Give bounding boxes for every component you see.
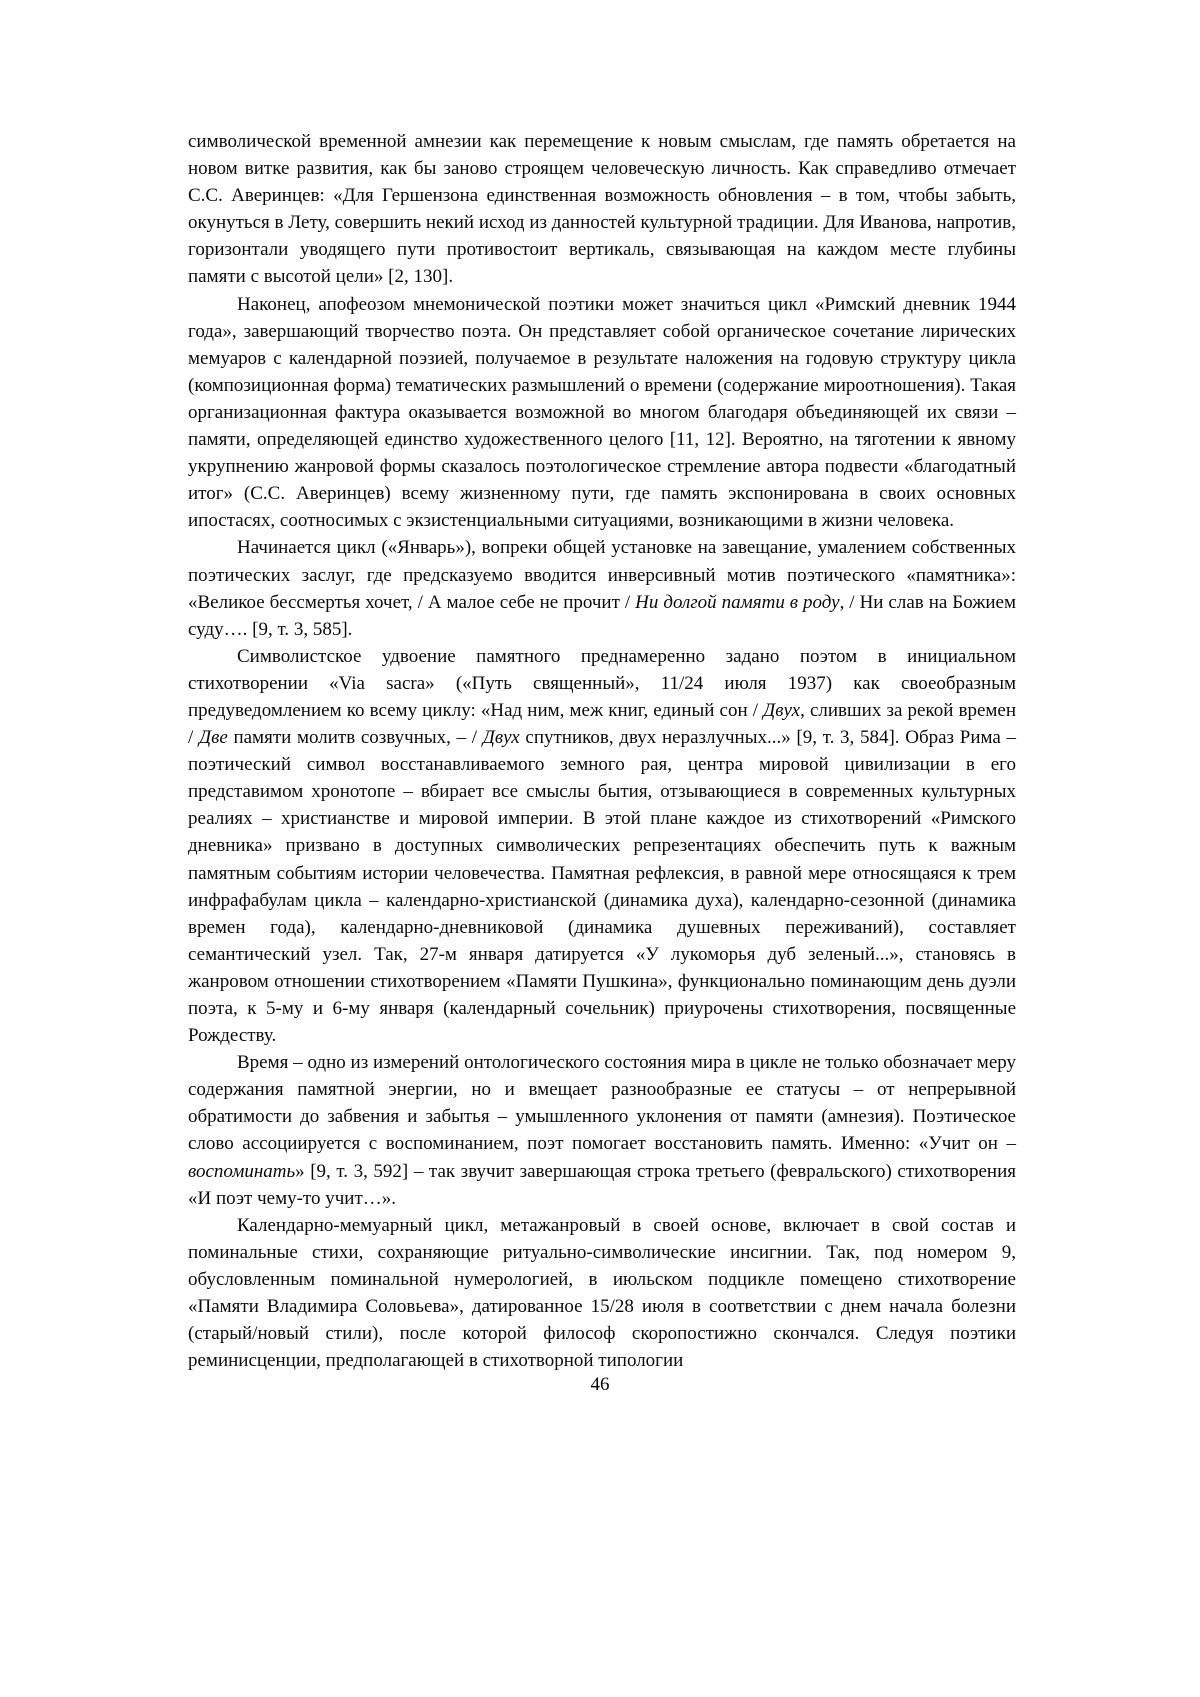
page-number: 46 — [590, 1374, 610, 1395]
paragraph — [188, 1212, 1016, 1375]
paragraph — [188, 643, 1016, 1049]
text-run: спутников, двух неразлучных...» [9, т. 3, 584]. Образ Рима – поэтический символ восстанавливаемого земного рая, центра мировой цивилизации в его представимом хронотопе – вбирает все смыслы бытия, отзывающиеся в современных культурных реалиях – христианстве и мировой империи. В этой плане каждое из стихотворений «Римского дневника» призвано в доступных символических репрезентациях обеспечить путь к важным памятным событиям истории человечества. Памятная рефлексия, в равной мере относящаяся к трем инфрафабулам цикла – календарно-христианской (динамика духа), календарно-сезонной (динамика времен года), календарно-дневниковой (динамика душевных переживаний), составляет семантический узел. Так, 27-м января датируется «У лукоморья дуб зеленый...», становясь в жанровом отношении стихотворением «Памяти Пушкина», функционально поминающим день дуэли поэта, к 5-му и 6-му января (календарный сочельник) приурочены стихотворения, посвященные Рождеству. — [188, 727, 1017, 1047]
text-run: , / Ни слав на Божием суду…. [9, т. 3, 585]. — [188, 591, 1016, 640]
italic-text-run: Двух — [482, 727, 520, 749]
italic-text-run: Ни долгой памяти в роду — [635, 591, 840, 613]
text-run: Календарно-мемуарный цикл, метажанровый в своей основе, включает в свой состав и поминальные стихи, сохраняющие ритуально-символические инсигнии. Так, под номером 9, обусловленным поминальной нумерологией, в июльском подцикле помещено стихотворение «Памяти Владимира Соловьева», датированное 15/28 июля в соответствии с днем начала болезни (старый/новый стили), после которой философ скоропостижно скончался. Следуя поэтики реминисценции, предполагающей в стихотворной типологии — [188, 1214, 1016, 1372]
paragraph — [188, 534, 1016, 642]
paragraph — [188, 291, 1016, 535]
text-run: Начинается цикл («Январь»), вопреки общей установке на завещание, умалением собственных поэтических заслуг, где предсказуемо вводится инверсивный мотив поэтического «памятника»: «Великое бессмертья хочет, / А малое себе не прочит / — [188, 537, 1016, 613]
text-run: Символистское удвоение памятного преднамеренно задано поэтом в инициальном стихотворении «Via sacra» («Путь священный», 11/24 июля 1937) как своеобразным предуведомлением ко всему циклу: «Над ним, меж книг, единый сон / — [188, 645, 1016, 721]
text-run: Наконец, апофеозом мнемонической поэтики может значиться цикл «Римский дневник 1944 года», завершающий творчество поэта. Он представляет собой органическое сочетание лирических мемуаров с календарной поэзией, получаемое в результате наложения на годовую структуру цикла (композиционная форма) тематических размышлений о времени (содержание мироотношения). Такая организационная фактура оказывается возможной во многом благодаря объединяющей их связи – памяти, определяющей единство художественного целого [11, 12]. Вероятно, на тяготении к явному укрупнению жанровой формы сказалось поэтологическое стремление автора подвести «благодатный итог» (С.С. Аверинцев) всему жизненному пути, где память экспонирована в своих основных ипостасях, соотносимых с экзистенциальными ситуациями, возникающими в жизни человека. — [188, 293, 1016, 532]
text-run: памяти молитв созвучных, – / — [227, 727, 483, 749]
italic-text-run: воспоминать — [188, 1160, 296, 1182]
italic-text-run: Двух — [763, 699, 801, 721]
text-run: , сливших за рекой времен / — [188, 699, 1017, 749]
paragraph — [188, 128, 1016, 291]
text-run: Время – одно из измерений онтологического состояния мира в цикле не только обозначает меру содержания памятной энергии, но и вмещает разнообразные ее статусы – от непрерывной обратимости до забвения и забытья – умышленного уклонения от памяти (амнезия). Поэтическое слово ассоциируется с воспоминанием, поэт помогает восстановить память. Именно: «Учит он – — [188, 1052, 1016, 1155]
text-block — [188, 128, 1016, 1374]
paragraph — [188, 1049, 1016, 1212]
text-run: » [9, т. 3, 592] – так звучит завершающая строка третьего (февральского) стихотворения «И поэт чему-то учит…». — [188, 1160, 1016, 1209]
text-run: символической временной амнезии как перемещение к новым смыслам, где память обретается на новом витке развития, как бы заново строящем человеческую личность. Как справедливо отмечает С.С. Аверинцев: «Для Гершензона единственная возможность обновления – в том, чтобы забыть, окунуться в Лету, совершить некий исход из данностей культурной традиции. Для Иванова, напротив, горизонтали уводящего пути противостоит вертикаль, связывающая на каждом месте глубины памяти с высотой цели» [2, 130]. — [188, 131, 1016, 288]
italic-text-run: Две — [198, 727, 228, 749]
